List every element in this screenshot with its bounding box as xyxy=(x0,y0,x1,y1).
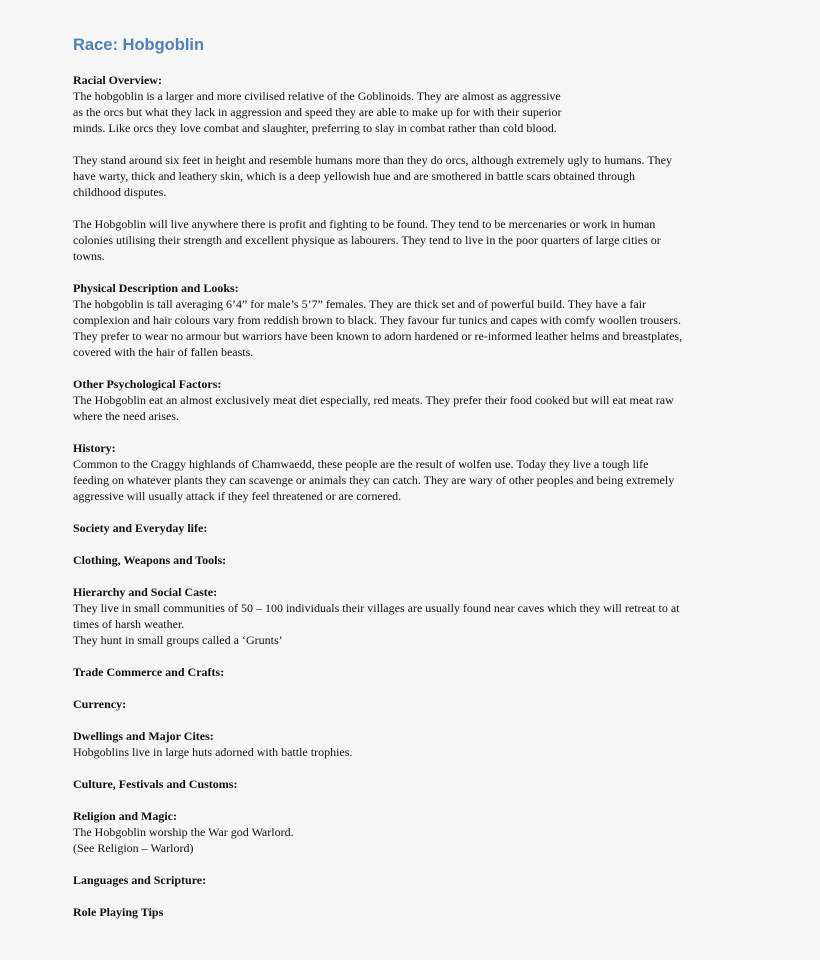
text-line: The hobgoblin is a larger and more civilised relative of the Goblinoids. They are almost as aggressive xyxy=(73,89,561,103)
text-line: The hobgoblin is tall averaging 6’4” for male’s 5’7” females. They are thick set and of powerful build. They have a fair xyxy=(73,297,647,311)
text-line: complexion and hair colours vary from reddish brown to black. They favour fur tunics and capes with comfy woollen trousers. xyxy=(73,313,681,327)
text-line: minds. Like orcs they love combat and slaughter, preferring to slay in combat rather than cold blood. xyxy=(73,121,557,135)
text-line: Hobgoblins live in large huts adorned with battle trophies. xyxy=(73,745,353,759)
section-heading: Currency: xyxy=(73,697,127,711)
section-heading: Clothing, Weapons and Tools: xyxy=(73,553,227,567)
history-section xyxy=(73,440,674,504)
text-line: They stand around six feet in height and resemble humans more than they do orcs, although extremely ugly to humans. They xyxy=(73,153,672,167)
roleplay-section xyxy=(73,904,163,920)
trade-section xyxy=(73,664,224,680)
physical-description-section xyxy=(73,280,682,360)
section-heading: History: xyxy=(73,441,116,455)
text-line: times of harsh weather. xyxy=(73,617,185,631)
text-line: They live in small communities of 50 – 100 individuals their villages are usually found near caves which they will retreat to at xyxy=(73,601,680,615)
section-heading: Dwellings and Major Cites: xyxy=(73,729,214,743)
paragraph xyxy=(73,152,672,200)
section-heading: Racial Overview: xyxy=(73,73,162,87)
society-section xyxy=(73,520,207,536)
text-line: They hunt in small groups called a ‘Grunts’ xyxy=(73,633,283,647)
page-title: Race: Hobgoblin xyxy=(73,36,205,54)
culture-section xyxy=(73,776,237,792)
psychological-section xyxy=(73,376,674,424)
text-line: where the need arises. xyxy=(73,409,179,423)
languages-section xyxy=(73,872,206,888)
racial-overview-section xyxy=(73,72,562,136)
text-line: childhood disputes. xyxy=(73,185,167,199)
text-line: have warty, thick and leathery skin, which is a deep yellowish hue and are smothered in battle scars obtained through xyxy=(73,169,636,183)
text-line: The Hobgoblin will live anywhere there is profit and fighting to be found. They tend to be mercenaries or work in human xyxy=(73,217,656,231)
text-line: colonies utilising their strength and excellent physique as labourers. They tend to live in the poor quarters of large cities or xyxy=(73,233,661,247)
section-heading: Culture, Festivals and Customs: xyxy=(73,777,238,791)
text-line: The Hobgoblin worship the War god Warlord. xyxy=(73,825,294,839)
section-heading: Hierarchy and Social Caste: xyxy=(73,585,218,599)
section-heading: Religion and Magic: xyxy=(73,809,177,823)
dwellings-section xyxy=(73,728,352,760)
paragraph xyxy=(73,216,661,264)
section-heading: Physical Description and Looks: xyxy=(73,281,239,295)
religion-section xyxy=(73,808,294,856)
text-line: The Hobgoblin eat an almost exclusively meat diet especially, red meats. They prefer their food cooked but will eat meat raw xyxy=(73,393,674,407)
section-heading: Trade Commerce and Crafts: xyxy=(73,665,225,679)
clothing-section xyxy=(73,552,226,568)
hierarchy-section xyxy=(73,584,680,648)
text-line: covered with the hair of fallen beasts. xyxy=(73,345,254,359)
section-heading: Languages and Scripture: xyxy=(73,873,207,887)
text-line: feeding on whatever plants they can scavenge or animals they can catch. They are wary of other peoples and being extremely xyxy=(73,473,675,487)
text-line: Common to the Craggy highlands of Chamwaedd, these people are the result of wolfen use. Today they live a tough life xyxy=(73,457,649,471)
section-heading: Role Playing Tips xyxy=(73,905,164,919)
text-line: They prefer to wear no armour but warriors have been known to adorn hardened or re-informed leather helms and breastplates, xyxy=(73,329,683,343)
section-heading: Society and Everyday life: xyxy=(73,521,208,535)
text-line: towns. xyxy=(73,249,105,263)
currency-section xyxy=(73,696,126,712)
text-line: as the orcs but what they lack in aggression and speed they are able to make up for with their superior xyxy=(73,105,562,119)
text-line: (See Religion – Warlord) xyxy=(73,841,194,855)
text-line: aggressive will usually attack if they feel threatened or are cornered. xyxy=(73,489,402,503)
section-heading: Other Psychological Factors: xyxy=(73,377,222,391)
